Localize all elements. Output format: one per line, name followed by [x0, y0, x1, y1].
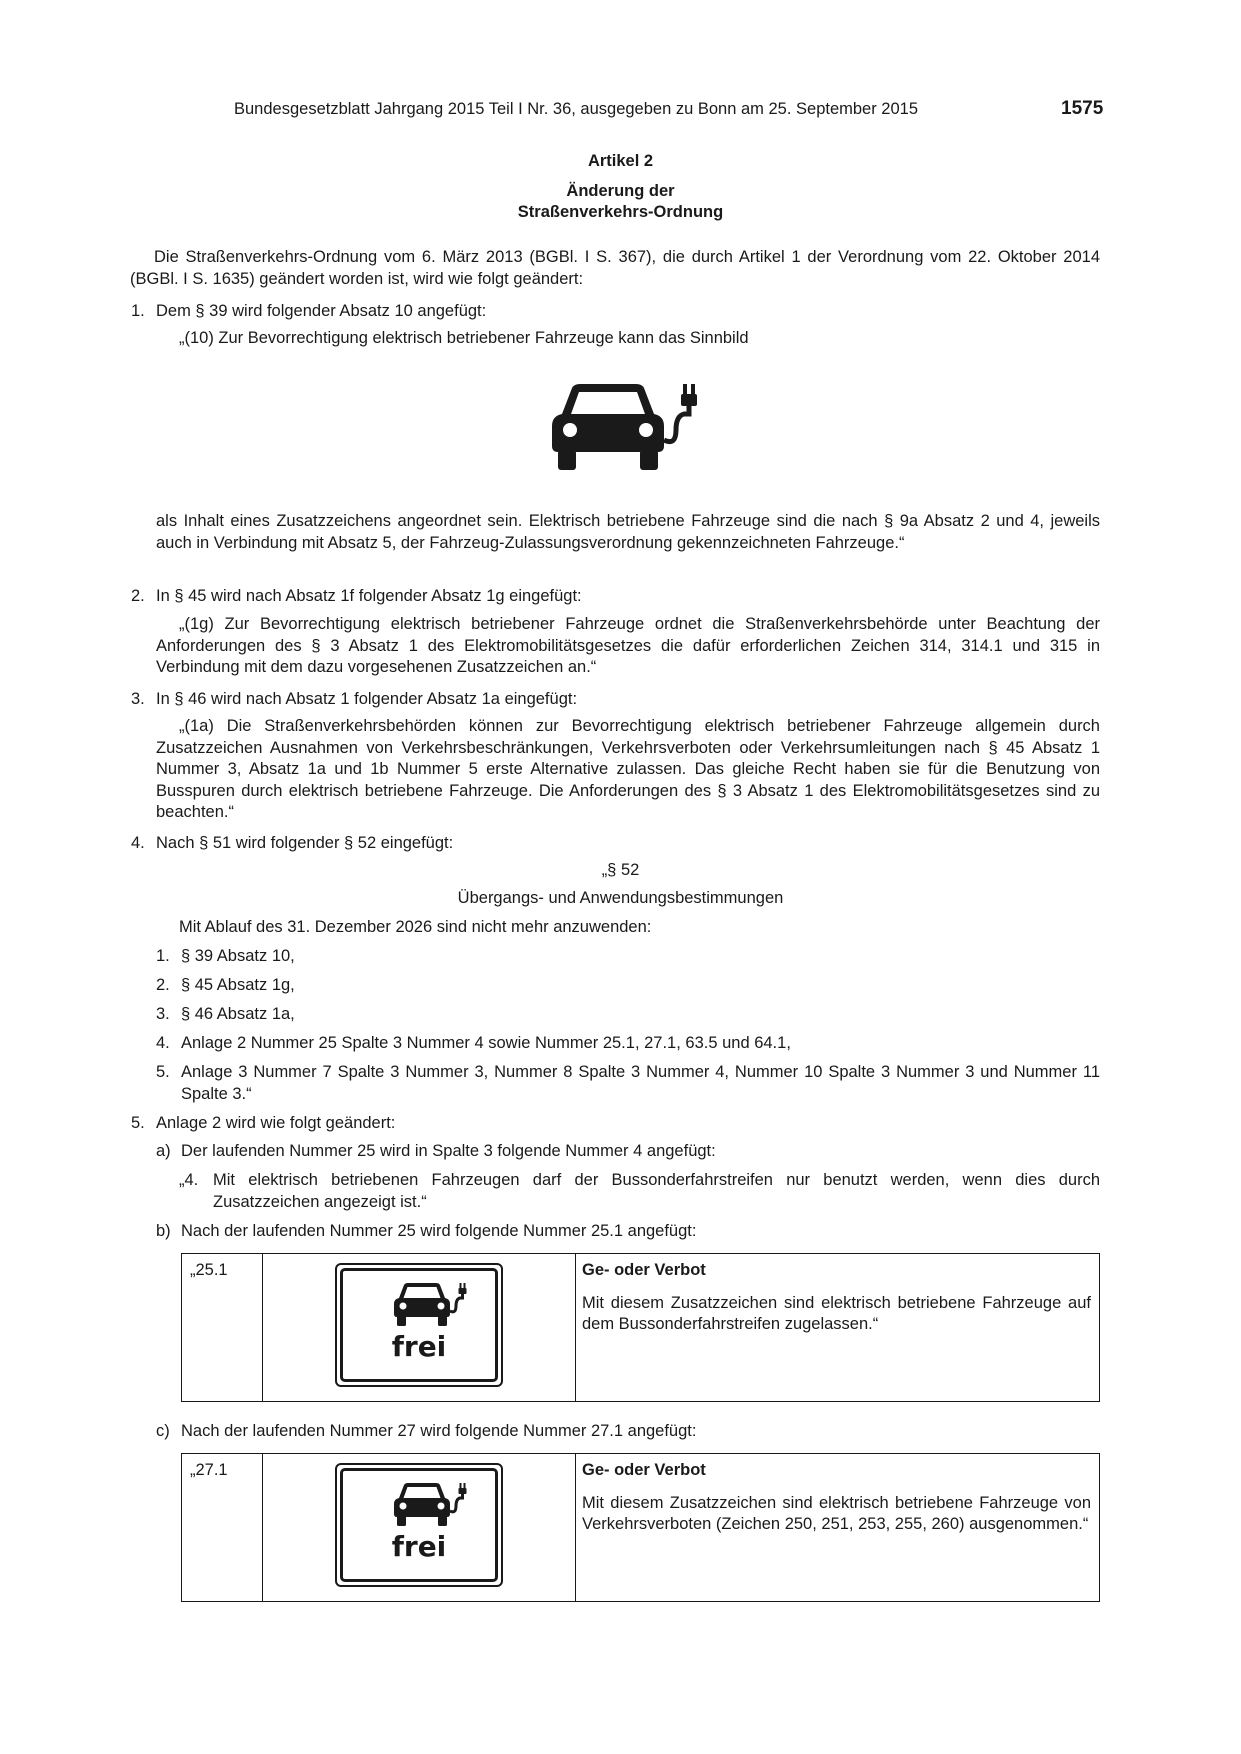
sign-label: frei — [391, 1330, 447, 1363]
table-number-cell: „27.1 — [182, 1454, 263, 1602]
sub-item-number: 3. — [156, 1005, 170, 1023]
intro-paragraph: Die Straßenverkehrs-Ordnung vom 6. März 2013 (BGBl. I S. 367), die durch Artikel 1 der Verordnung vom 22. Oktober 2014 (BGBl. I S. 1635) geändert worden ist, wird wie folgt geändert: — [130, 248, 1100, 288]
sub-item-text: § 45 Absatz 1g, — [181, 976, 295, 994]
section-lead: Mit Ablauf des 31. Dezember 2026 sind nicht mehr anzuwenden: — [179, 918, 652, 936]
sub-item-label: c) — [156, 1422, 170, 1440]
table-cell-body: Mit diesem Zusatzzeichen sind elektrisch betriebene Fahrzeuge auf dem Bussonderfahrstreifen zugelassen.“ — [582, 1294, 1091, 1333]
table-number-cell: „25.1 — [182, 1254, 263, 1402]
sub-item-text: Der laufenden Nummer 25 wird in Spalte 3 folgende Nummer 4 angefügt: — [181, 1142, 716, 1160]
item-text: In § 45 wird nach Absatz 1f folgender Absatz 1g eingefügt: — [156, 587, 582, 605]
article-title-line2: Straßenverkehrs-Ordnung — [517, 203, 724, 221]
item-number: 1. — [131, 302, 145, 320]
section-number: „§ 52 — [601, 861, 640, 879]
sub-item-number: 2. — [156, 976, 170, 994]
section-title: Übergangs- und Anwendungsbestimmungen — [457, 889, 784, 907]
item-text: Nach § 51 wird folgender § 52 eingefügt: — [156, 834, 454, 852]
item1-after-paragraph: als Inhalt eines Zusatzzeichens angeordnet sein. Elektrisch betriebene Fahrzeuge sind die nach § 9a Absatz 2 und 4, jeweils auch in Verbindung mit Absatz 5, der Fahrzeug-Zulassungsverordnung gekennzeichneten Fahrzeuge.“ — [156, 512, 1100, 552]
sub-item-label: b) — [156, 1222, 171, 1240]
article-title-line1: Änderung der — [566, 182, 675, 200]
sub-item-text: § 46 Absatz 1a, — [181, 1005, 295, 1023]
sub-item-number: 4. — [156, 1034, 170, 1052]
quote-paragraph: Mit elektrisch betriebenen Fahrzeugen darf der Bussonderfahrstreifen nur benutzt werden, wenn dies durch Zusatzzeichen angezeigt ist.“ — [213, 1171, 1100, 1211]
item-number: 2. — [131, 587, 145, 605]
electric-car-icon — [393, 1279, 473, 1329]
sub-item-text: § 39 Absatz 10, — [181, 947, 295, 965]
sub-item-text: Anlage 3 Nummer 7 Spalte 3 Nummer 3, Nummer 8 Spalte 3 Nummer 4, Nummer 10 Spalte 3 Nummer 3 und Nummer 11 Spalte 3.“ — [181, 1063, 1100, 1103]
item-number: 3. — [131, 690, 145, 708]
sign-table-27-1 — [181, 1453, 1100, 1602]
item-text: In § 46 wird nach Absatz 1 folgender Absatz 1a eingefügt: — [156, 690, 578, 708]
electric-car-icon — [393, 1479, 473, 1529]
table-sign-cell — [263, 1454, 576, 1602]
sign-table-25-1 — [181, 1253, 1100, 1402]
item-text: Anlage 2 wird wie folgt geändert: — [156, 1114, 396, 1132]
page-number: 1575 — [1061, 98, 1104, 119]
frei-sign — [335, 1463, 503, 1587]
table-text-cell — [576, 1454, 1100, 1602]
item-text: Dem § 39 wird folgender Absatz 10 angefügt: — [156, 302, 487, 320]
table-cell-heading: Ge- oder Verbot — [582, 1461, 706, 1479]
sign-label: frei — [391, 1530, 447, 1563]
item-number: 5. — [131, 1114, 145, 1132]
table-cell-body: Mit diesem Zusatzzeichen sind elektrisch betriebene Fahrzeuge von Verkehrsverboten (Zeichen 250, 251, 253, 255, 260) ausgenommen.“ — [582, 1494, 1091, 1533]
quote-paragraph: „(10) Zur Bevorrechtigung elektrisch betriebener Fahrzeuge kann das Sinnbild — [179, 329, 749, 347]
quote-paragraph: „(1g) Zur Bevorrechtigung elektrisch betriebener Fahrzeuge ordnet die Straßenverkehrsbehörde unter Beachtung der Anforderungen des § 3 Absatz 1 des Elektromobilitätsgesetzes die dafür erforderlichen Zeichen 314, 314.1 und 315 in Verbindung mit dem dazu vorgesehenen Zusatzzeichen an.“ — [156, 615, 1100, 676]
table-sign-cell — [263, 1254, 576, 1402]
sub-item-label: a) — [156, 1142, 171, 1160]
table-text-cell — [576, 1254, 1100, 1402]
sub-item-text: Nach der laufenden Nummer 27 wird folgende Nummer 27.1 angefügt: — [181, 1422, 697, 1440]
electric-car-symbol-icon — [550, 380, 710, 472]
item-number: 4. — [131, 834, 145, 852]
sub-item-text: Anlage 2 Nummer 25 Spalte 3 Nummer 4 sowie Nummer 25.1, 27.1, 63.5 und 64.1, — [181, 1034, 791, 1052]
running-header: Bundesgesetzblatt Jahrgang 2015 Teil I Nr. 36, ausgegeben zu Bonn am 25. September 2015 — [234, 100, 919, 118]
quote-paragraph: „(1a) Die Straßenverkehrsbehörden können zur Bevorrechtigung elektrisch betriebener Fahrzeuge allgemein durch Zusatzzeichen Ausnahmen von Verkehrsbeschränkungen, Verkehrsverboten oder Verkehrsumleitungen nach § 45 Absatz 1 Nummer 3, Absatz 1a und 1b Nummer 5 erste Alternative zulassen. Das gleiche Recht haben sie für die Benutzung von Busspuren durch elektrisch betriebene Fahrzeuge. Die Anforderungen des § 3 Absatz 1 des Elektromobilitätsgesetzes sind zu beachten.“ — [156, 717, 1100, 821]
sub-item-number: 5. — [156, 1063, 170, 1081]
frei-sign — [335, 1263, 503, 1387]
quote-number: „4. — [179, 1171, 199, 1189]
sub-item-text: Nach der laufenden Nummer 25 wird folgende Nummer 25.1 angefügt: — [181, 1222, 697, 1240]
sub-item-number: 1. — [156, 947, 170, 965]
article-number: Artikel 2 — [587, 152, 654, 170]
table-cell-heading: Ge- oder Verbot — [582, 1261, 706, 1279]
